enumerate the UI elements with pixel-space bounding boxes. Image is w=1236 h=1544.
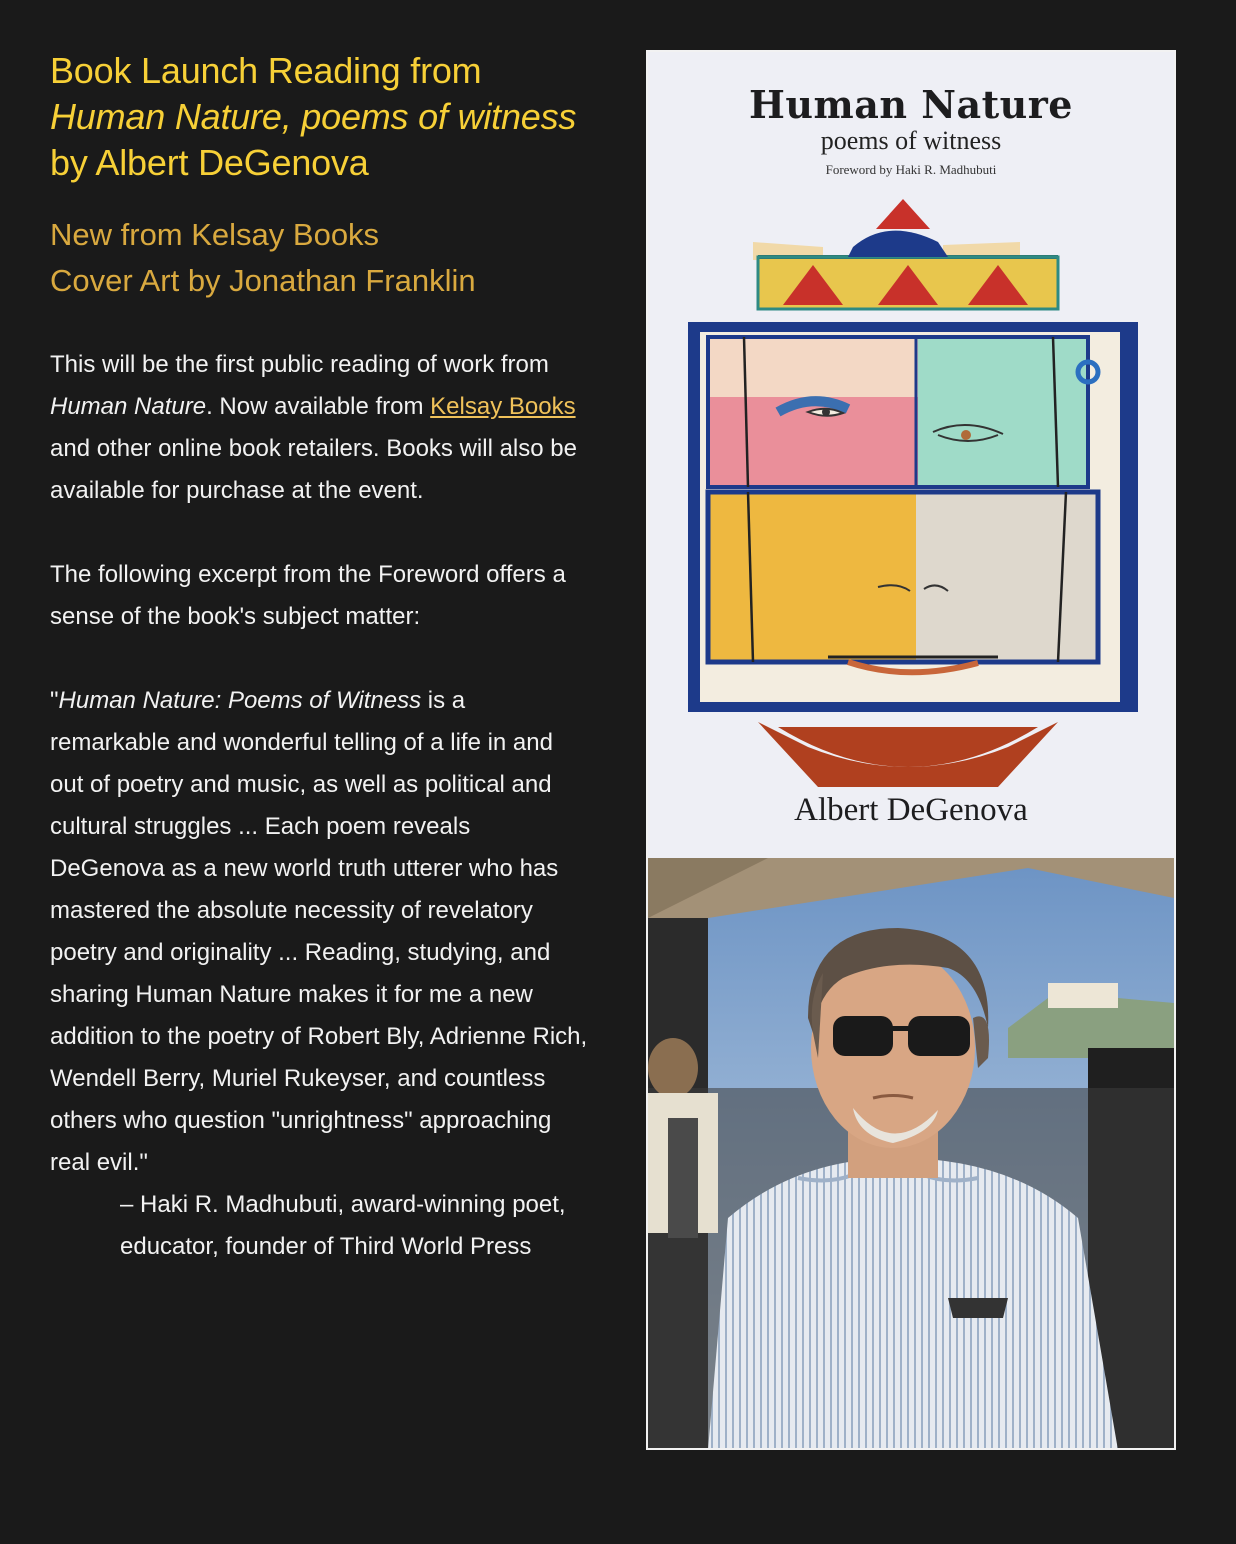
intro-paragraph <box>50 344 590 512</box>
excerpt-intro: The following excerpt from the Foreword offers a sense of the book's subject matter: <box>50 561 566 630</box>
event-title <box>50 48 590 186</box>
cover-art-credit: Cover Art by Jonathan Franklin <box>50 263 476 298</box>
quote-open: " <box>50 687 59 714</box>
cover-subtitle: poems of witness <box>820 126 1002 155</box>
book-cover <box>648 52 1174 858</box>
cover-title: Human Nature <box>749 82 1073 127</box>
image-column <box>646 50 1176 1450</box>
intro-text-2: . Now available from <box>206 393 431 420</box>
text-column <box>50 48 590 1268</box>
cover-author: Albert DeGenova <box>794 792 1028 828</box>
author-photo <box>648 858 1174 1450</box>
quote-attribution: – Haki R. Madhubuti, award-winning poet, educator, founder of Third World Press <box>120 1191 566 1260</box>
kelsay-books-link[interactable]: Kelsay Books <box>430 393 576 420</box>
description <box>50 344 590 1268</box>
intro-text-1: This will be the first public reading of work from <box>50 351 549 378</box>
event-title-part2: by Albert DeGenova <box>50 142 369 183</box>
foreword-quote <box>50 680 590 1184</box>
intro-text-3: and other online book retailers. Books will also be available for purchase at the event. <box>50 435 577 504</box>
event-title-part1: Book Launch Reading from <box>50 50 482 91</box>
quote-book-title: Human Nature: Poems of Witness <box>58 687 422 714</box>
cover-foreword: Foreword by Haki R. Madhubuti <box>825 162 997 177</box>
publisher-line: New from Kelsay Books <box>50 217 380 252</box>
cover-face-artwork <box>648 187 1174 787</box>
event-title-book: Human Nature, poems of witness <box>50 96 577 137</box>
event-subtitle <box>50 212 590 304</box>
intro-book-title: Human Nature <box>50 393 207 420</box>
quote-text: is a remarkable and wonderful telling of a life in and out of poetry and music, as well as political and cultural struggles ... Each poem reveals DeGenova as a new world truth utterer who has mastered the absolute necessity of revelatory poetry and originality ... Reading, studying, and sharing Human Nature makes it for me a new addition to the poetry of Robert Bly, Adrienne Rich, Wendell Berry, Muriel Rukeyser, and countless others who question "unrightness" approaching real evil." <box>50 687 588 1176</box>
